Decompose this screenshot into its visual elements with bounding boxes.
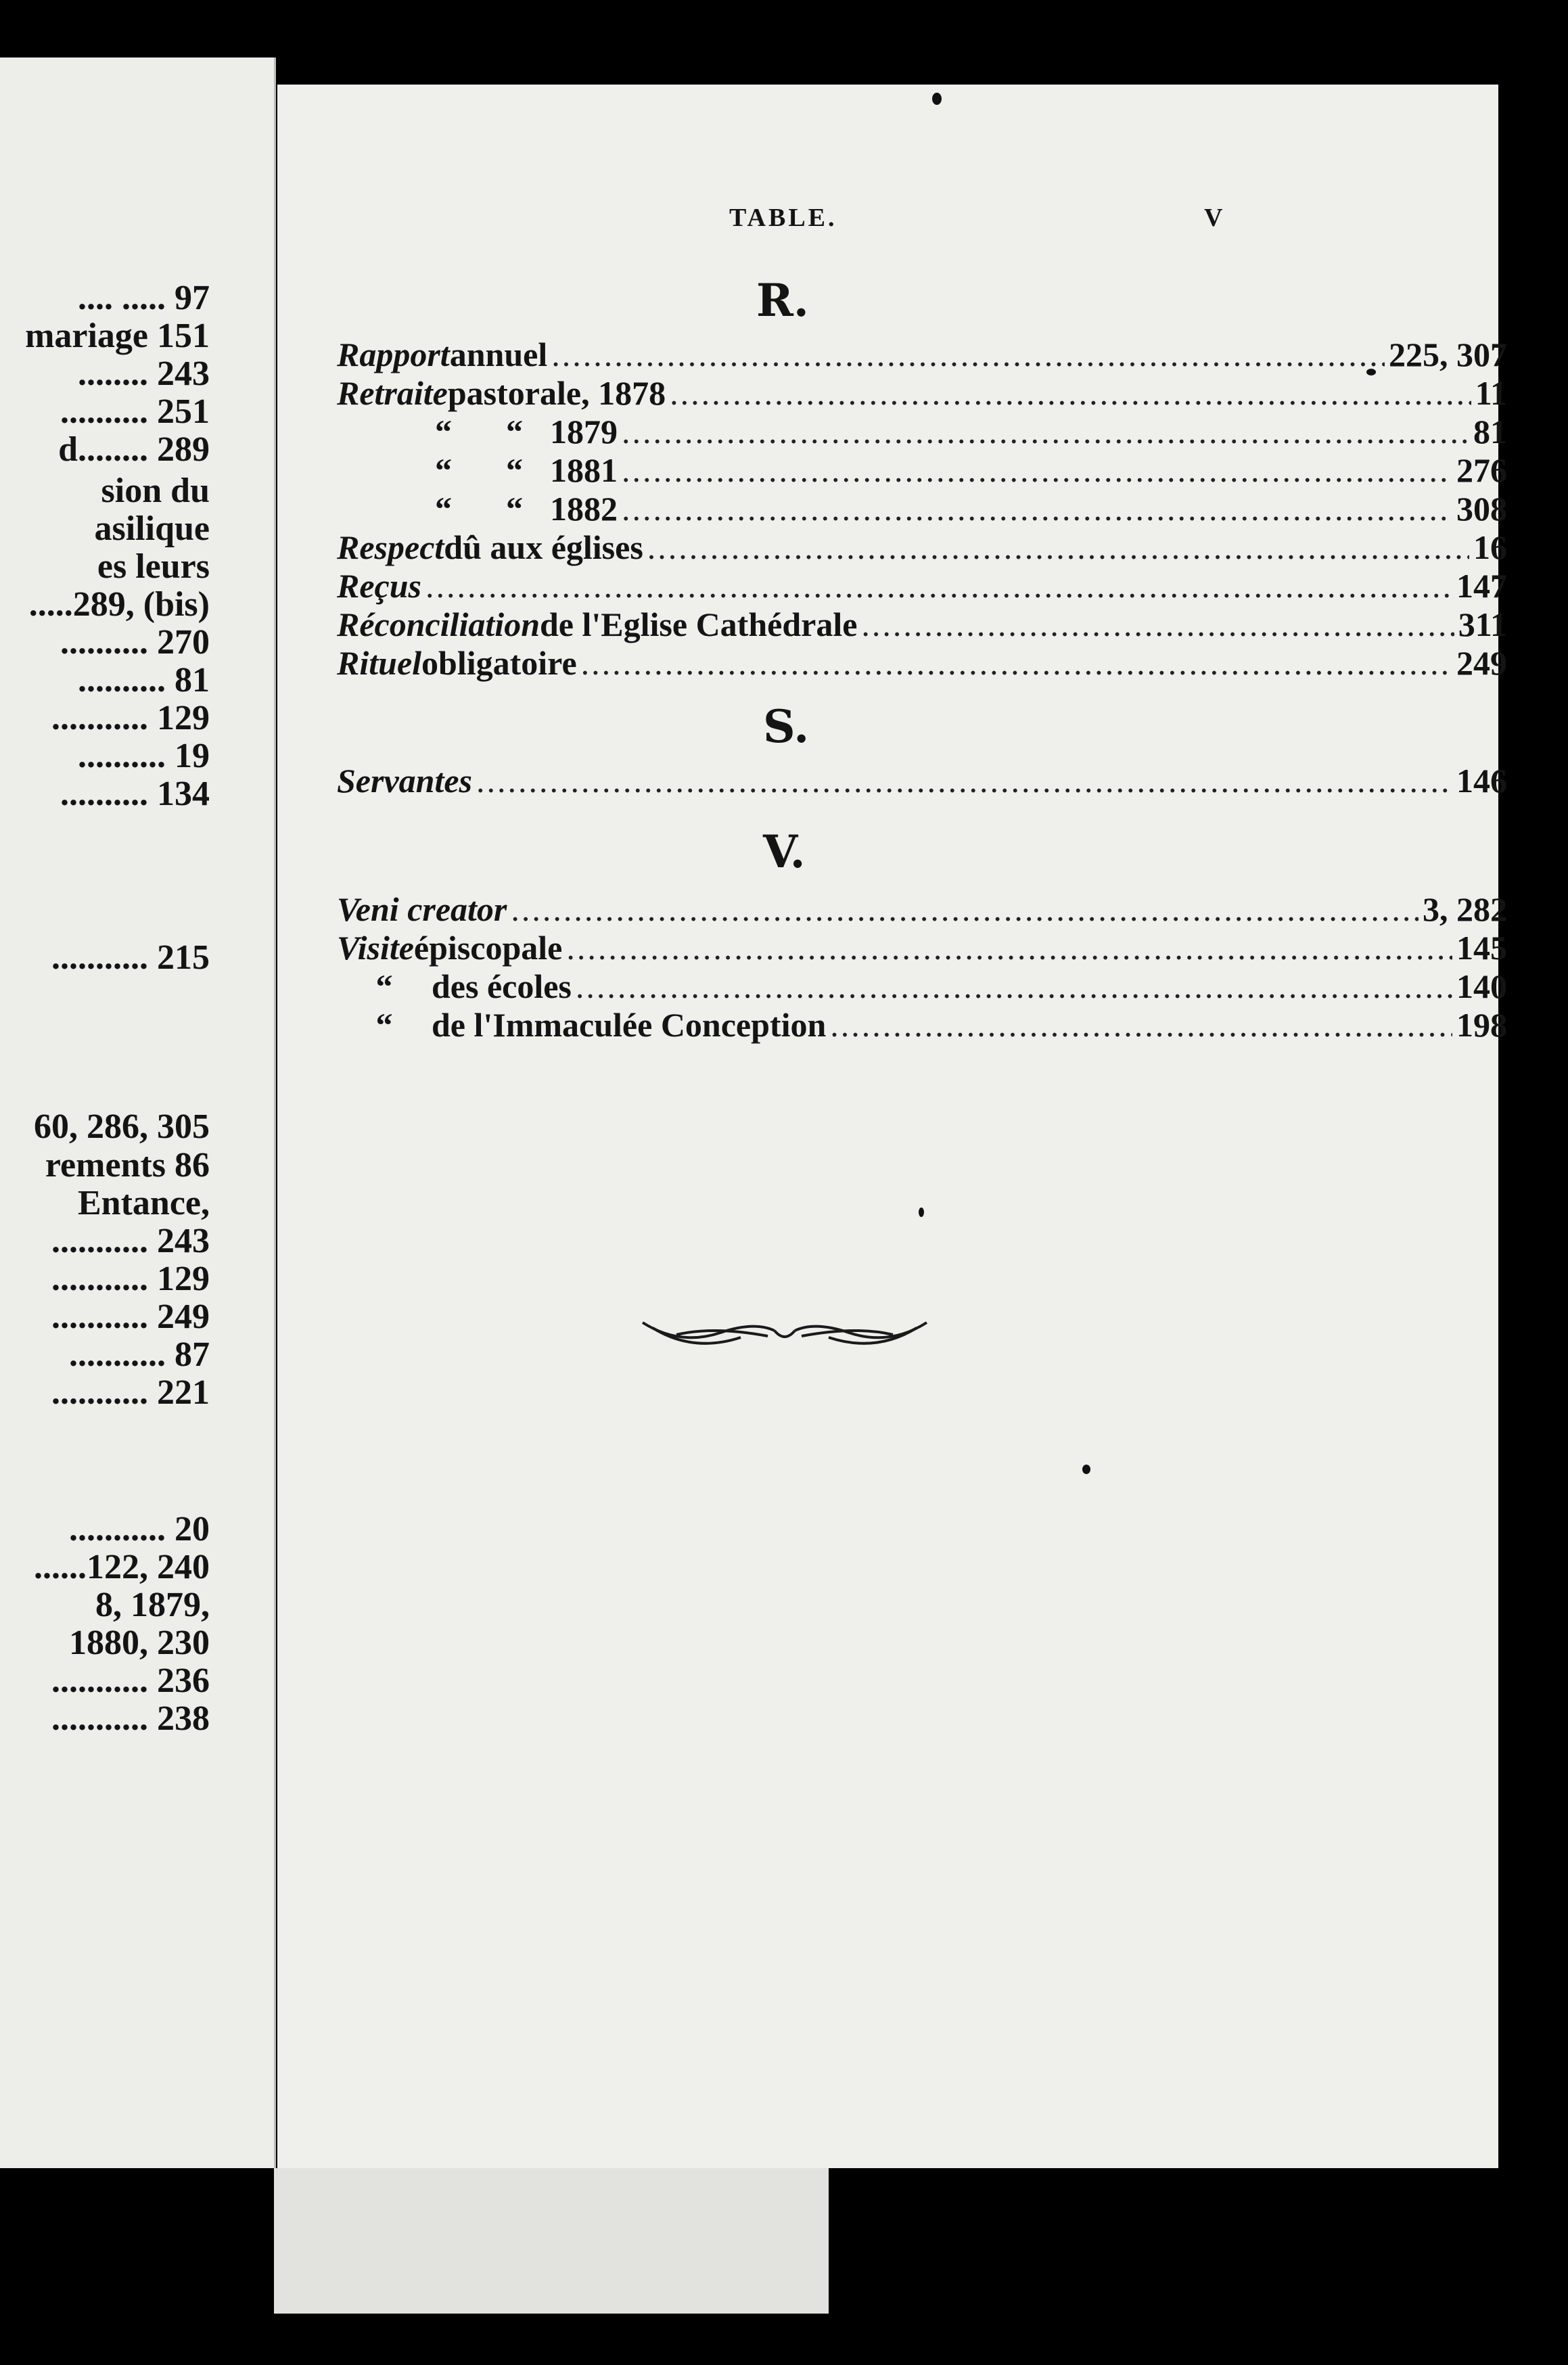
left-line: ........ 243 — [78, 354, 210, 393]
section-letter-r: R. — [756, 274, 809, 327]
entry-pages: 308 — [1456, 490, 1507, 528]
ditto-mark: “ — [506, 413, 523, 451]
left-line: ........... 129 — [51, 699, 210, 737]
left-line: ........... 129 — [51, 1260, 210, 1298]
entry-pages: 225, 307 — [1389, 336, 1507, 373]
entry-text: annuel — [449, 336, 548, 373]
left-line: .... ..... 97 — [78, 279, 210, 317]
index-entry — [337, 373, 1507, 414]
ink-speck — [919, 1208, 924, 1217]
left-line: d........ 289 — [58, 430, 210, 469]
index-entry — [337, 1005, 1507, 1046]
ditto-mark: “ — [435, 490, 452, 528]
leader-dots — [622, 412, 1469, 451]
index-entry — [337, 528, 1507, 568]
left-line: .......... 134 — [60, 775, 210, 813]
entry-text: des écoles — [432, 967, 572, 1005]
page-number: V — [1204, 204, 1223, 232]
entry-term: Rituel — [337, 644, 422, 682]
index-entry — [337, 451, 1507, 491]
entry-text: de l'Eglise Cathédrale — [540, 605, 858, 643]
entry-text: 1881 — [550, 451, 618, 489]
ditto-mark: “ — [506, 451, 523, 489]
leader-dots — [830, 1005, 1452, 1044]
left-line: sion du — [101, 472, 210, 510]
index-entry — [337, 412, 1507, 453]
ditto-mark: “ — [375, 1006, 393, 1044]
entry-term: Réconciliation — [337, 605, 540, 643]
left-line: ........... 20 — [69, 1510, 210, 1548]
page-header-title: TABLE. — [729, 204, 837, 232]
section-letter-v: V. — [763, 825, 806, 878]
ink-speck — [1366, 369, 1376, 375]
left-line: .......... 270 — [60, 623, 210, 662]
leader-dots — [511, 890, 1419, 929]
entry-text: 1882 — [550, 490, 618, 528]
leader-dots — [622, 451, 1452, 490]
entry-pages: 249 — [1456, 644, 1507, 682]
left-line: ........... 249 — [51, 1298, 210, 1336]
entry-term: Visite — [337, 929, 414, 967]
left-line: Entance, — [78, 1184, 210, 1222]
left-line: ......122, 240 — [34, 1548, 210, 1586]
index-entry — [337, 566, 1507, 607]
leader-dots — [476, 761, 1452, 800]
entry-term: Reçus — [337, 567, 421, 605]
left-line: ........... 87 — [69, 1335, 210, 1374]
index-entry — [337, 967, 1507, 1007]
left-line: rements 86 — [45, 1146, 210, 1185]
left-line: asilique — [94, 509, 210, 548]
left-line: ........... 215 — [51, 938, 210, 977]
entry-pages: 311 — [1458, 605, 1507, 643]
entry-text: obligatoire — [421, 644, 577, 682]
left-line: .....289, (bis) — [28, 585, 210, 624]
ditto-mark: “ — [375, 967, 393, 1005]
index-entry — [337, 335, 1507, 375]
entry-pages: 146 — [1456, 762, 1507, 800]
entry-pages: 140 — [1456, 967, 1507, 1005]
ditto-mark: “ — [506, 490, 523, 528]
entry-term: Respect — [337, 528, 444, 566]
flourish-ornament — [639, 1295, 930, 1370]
entry-pages: 147 — [1456, 567, 1507, 605]
entry-term: Servantes — [337, 762, 472, 800]
entry-pages: 198 — [1456, 1006, 1507, 1044]
entry-pages: 81 — [1473, 413, 1507, 451]
index-entry — [337, 489, 1507, 530]
leader-dots — [670, 373, 1471, 413]
index-entry — [337, 890, 1507, 930]
index-page — [277, 85, 1507, 2168]
left-line: es leurs — [97, 547, 210, 586]
index-entry — [337, 643, 1507, 684]
entry-text: pastorale, 1878 — [447, 374, 666, 412]
left-line: 60, 286, 305 — [34, 1107, 210, 1146]
entry-text: 1879 — [550, 413, 618, 451]
left-line: ........... 243 — [51, 1222, 210, 1260]
index-entry — [337, 761, 1507, 802]
leader-dots — [861, 605, 1454, 644]
index-entry — [337, 928, 1507, 969]
left-facing-page — [0, 58, 276, 2168]
entry-term: Rapport — [337, 336, 450, 373]
entry-pages: 3, 282 — [1423, 890, 1507, 928]
leader-dots — [576, 967, 1452, 1006]
ditto-mark: “ — [435, 451, 452, 489]
leader-dots — [622, 489, 1452, 528]
ditto-mark: “ — [435, 413, 452, 451]
section-letter-s: S. — [763, 700, 810, 753]
leader-dots — [566, 928, 1452, 967]
entry-pages: 145 — [1456, 929, 1507, 967]
index-entry — [337, 605, 1507, 645]
entry-text: dû aux églises — [444, 528, 643, 566]
ink-speck — [1082, 1465, 1090, 1474]
left-line: 1880, 230 — [69, 1624, 210, 1662]
entry-pages: 11 — [1475, 374, 1507, 412]
entry-pages: 16 — [1473, 528, 1507, 566]
entry-term: Retraite — [337, 374, 448, 412]
left-line: 8, 1879, — [95, 1586, 210, 1624]
ink-speck — [932, 93, 942, 105]
leader-dots — [647, 528, 1469, 567]
left-line: ........... 236 — [51, 1661, 210, 1700]
entry-term: Veni creator — [337, 890, 507, 928]
left-line: mariage 151 — [25, 317, 210, 355]
leader-dots — [425, 566, 1452, 605]
left-line: .......... 19 — [78, 737, 210, 775]
entry-text: épiscopale — [413, 929, 563, 967]
left-line: ........... 238 — [51, 1699, 210, 1738]
left-line: ........... 221 — [51, 1373, 210, 1412]
paper-edge-strip — [274, 2168, 829, 2314]
entry-text: de l'Immaculée Conception — [432, 1006, 827, 1044]
left-line: .......... 81 — [78, 661, 210, 699]
entry-pages: 276 — [1456, 451, 1507, 489]
leader-dots — [551, 335, 1385, 374]
left-line: .......... 251 — [60, 392, 210, 431]
leader-dots — [581, 643, 1452, 683]
